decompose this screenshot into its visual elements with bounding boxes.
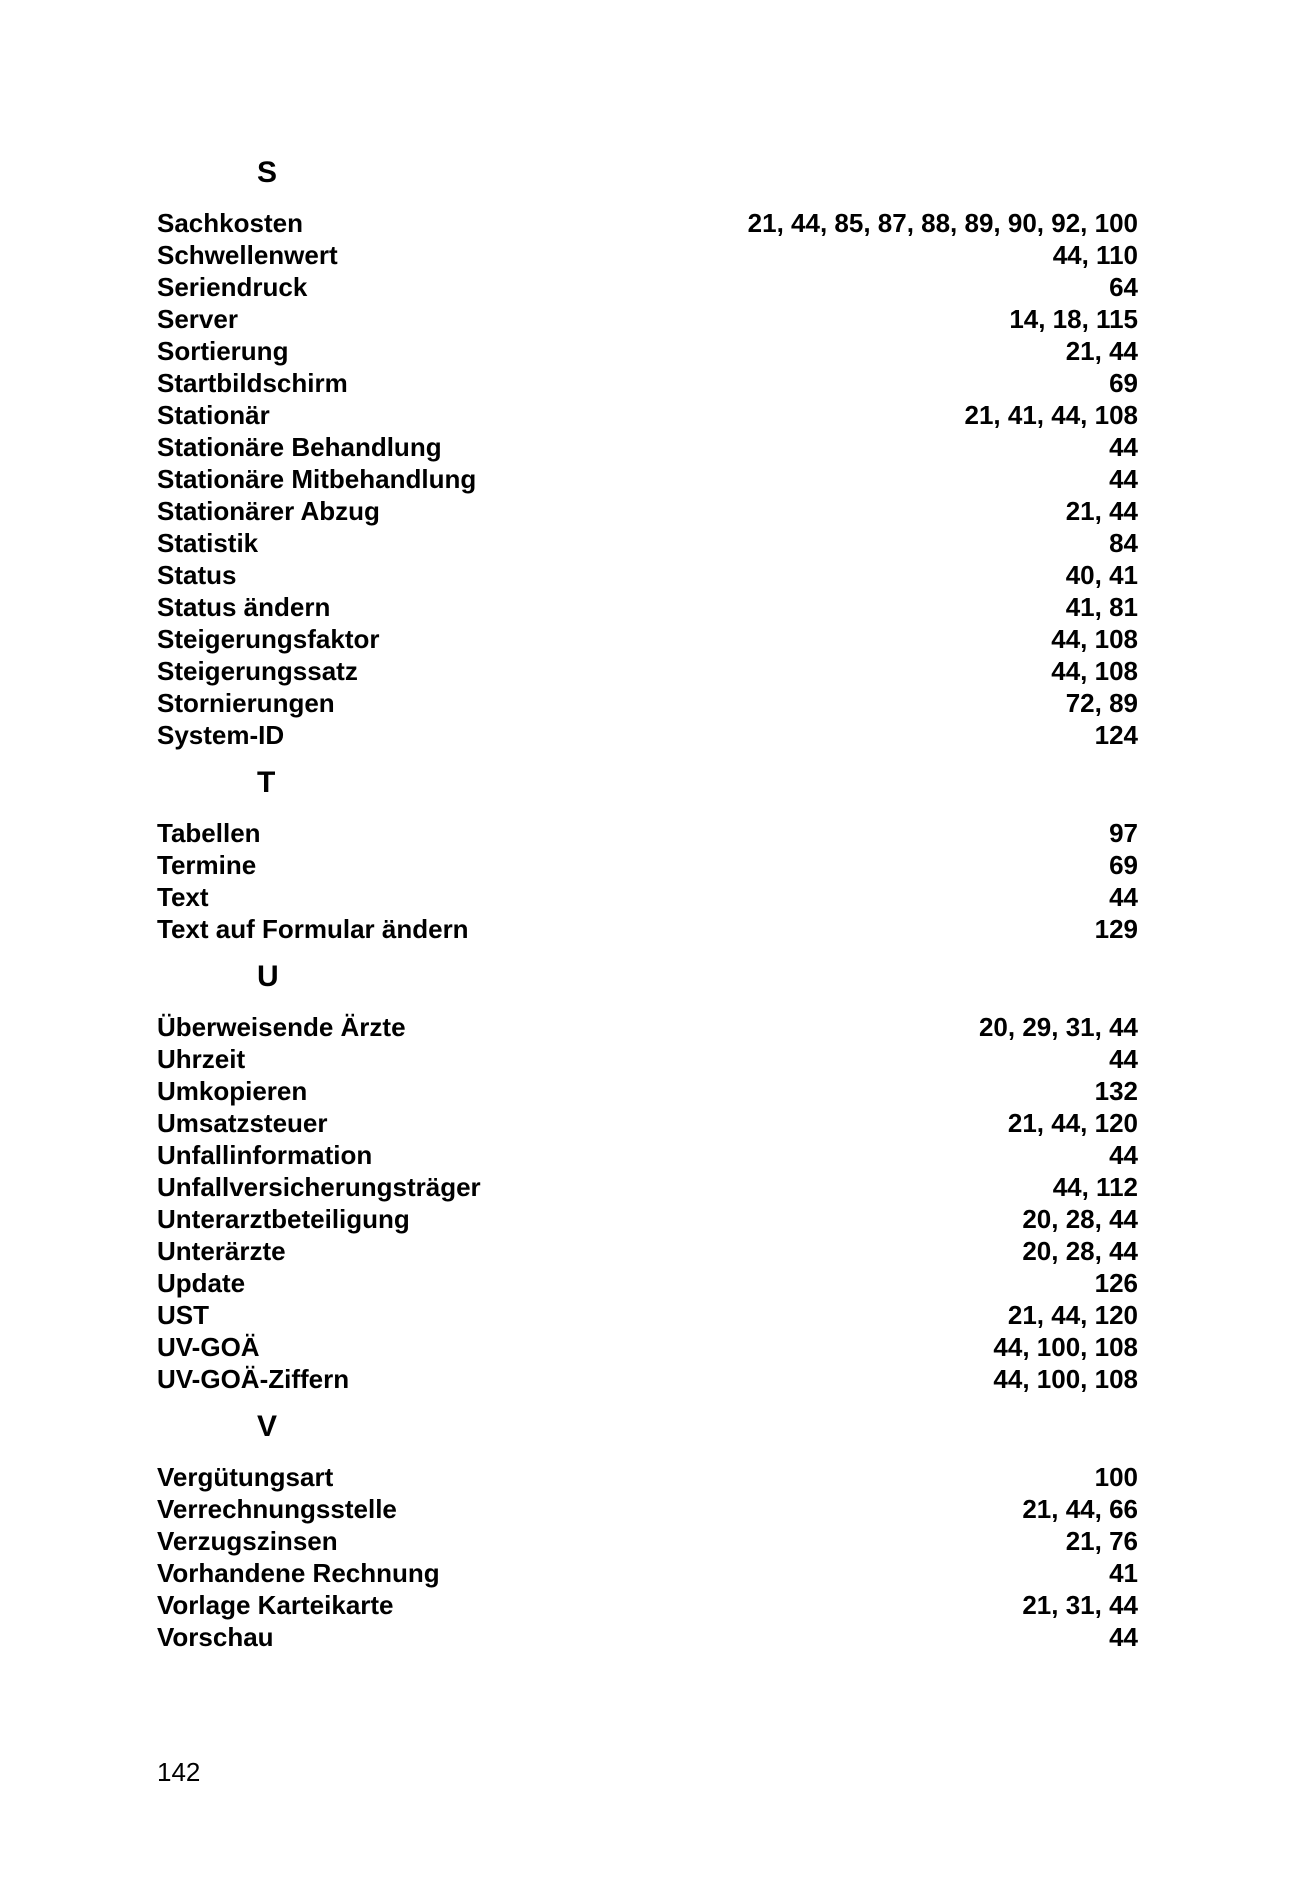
index-term: Umsatzsteuer <box>157 1108 328 1138</box>
index-term: Server <box>157 304 238 334</box>
index-list <box>157 155 1138 1653</box>
index-page-refs: 126 <box>1094 1268 1138 1298</box>
index-term: Verrechnungsstelle <box>157 1494 397 1524</box>
index-page-refs: 97 <box>1109 818 1138 848</box>
index-term: Termine <box>157 850 257 880</box>
index-entry <box>157 719 1138 751</box>
index-entry <box>157 335 1138 367</box>
index-term: Status <box>157 560 237 590</box>
index-page-refs: 44, 108 <box>1051 624 1138 654</box>
index-entry <box>157 1363 1138 1395</box>
index-entry <box>157 1203 1138 1235</box>
index-term: Sortierung <box>157 336 289 366</box>
index-page-refs: 21, 44, 85, 87, 88, 89, 90, 92, 100 <box>747 208 1138 238</box>
index-term: Unfallinformation <box>157 1140 373 1170</box>
index-term: Update <box>157 1268 246 1298</box>
index-page-refs: 129 <box>1094 914 1138 944</box>
index-entry <box>157 207 1138 239</box>
index-entry <box>157 463 1138 495</box>
index-entry <box>157 849 1138 881</box>
index-entry <box>157 687 1138 719</box>
index-page-refs: 44, 100, 108 <box>993 1364 1138 1394</box>
index-entry <box>157 399 1138 431</box>
index-term: Text auf Formular ändern <box>157 914 469 944</box>
index-entry <box>157 1525 1138 1557</box>
index-page-refs: 84 <box>1109 528 1138 558</box>
section-letter: V <box>257 1410 278 1443</box>
index-term: Stationärer Abzug <box>157 496 380 526</box>
index-entry <box>157 271 1138 303</box>
index-page-refs: 44 <box>1109 432 1138 462</box>
index-entry <box>157 1621 1138 1653</box>
section-letter: U <box>257 960 279 993</box>
index-term: UV-GOÄ-Ziffern <box>157 1364 350 1394</box>
index-entry <box>157 495 1138 527</box>
index-page-refs: 21, 44 <box>1065 496 1138 526</box>
index-term: Stationär <box>157 400 270 430</box>
section-letter: S <box>257 156 278 189</box>
index-term: Verzugszinsen <box>157 1526 338 1556</box>
index-page-refs: 21, 41, 44, 108 <box>964 400 1138 430</box>
index-term: Schwellenwert <box>157 240 338 270</box>
index-page-refs: 20, 28, 44 <box>1022 1204 1138 1234</box>
index-entry <box>157 431 1138 463</box>
index-term: Unfallversicherungsträger <box>157 1172 481 1202</box>
index-page-refs: 44, 108 <box>1051 656 1138 686</box>
index-entry <box>157 1267 1138 1299</box>
index-term: Überweisende Ärzte <box>157 1012 406 1042</box>
index-term: Stationäre Mitbehandlung <box>157 464 477 494</box>
index-page-refs: 44 <box>1109 464 1138 494</box>
index-page-refs: 44, 100, 108 <box>993 1332 1138 1362</box>
index-section-t <box>157 765 1138 945</box>
index-term: Startbildschirm <box>157 368 348 398</box>
index-entry <box>157 1043 1138 1075</box>
index-entry <box>157 913 1138 945</box>
index-term: Stornierungen <box>157 688 335 718</box>
index-page-refs: 21, 76 <box>1065 1526 1138 1556</box>
index-term: Statistik <box>157 528 259 558</box>
index-page-refs: 40, 41 <box>1065 560 1138 590</box>
index-entry <box>157 303 1138 335</box>
section-letter: T <box>257 766 276 799</box>
index-term: Text <box>157 882 209 912</box>
index-page-refs: 20, 29, 31, 44 <box>978 1012 1138 1042</box>
index-entry <box>157 367 1138 399</box>
index-page-refs: 20, 28, 44 <box>1022 1236 1138 1266</box>
index-entry <box>157 591 1138 623</box>
index-page-refs: 44 <box>1109 1140 1138 1170</box>
index-page-refs: 64 <box>1109 272 1138 302</box>
index-page-refs: 44 <box>1109 1622 1138 1652</box>
index-term: UST <box>157 1300 209 1330</box>
index-entry <box>157 623 1138 655</box>
index-term: Steigerungssatz <box>157 656 358 686</box>
index-page-refs: 21, 44, 120 <box>1007 1108 1138 1138</box>
index-term: Umkopieren <box>157 1076 308 1106</box>
index-entry <box>157 1107 1138 1139</box>
index-entry <box>157 881 1138 913</box>
index-entry <box>157 1075 1138 1107</box>
index-page-refs: 72, 89 <box>1065 688 1138 718</box>
index-term: UV-GOÄ <box>157 1332 260 1362</box>
index-page-refs: 44 <box>1109 882 1138 912</box>
index-entry <box>157 1589 1138 1621</box>
index-term: Status ändern <box>157 592 331 622</box>
index-entry <box>157 1461 1138 1493</box>
index-section-v <box>157 1409 1138 1653</box>
index-entry <box>157 1493 1138 1525</box>
index-term: Seriendruck <box>157 272 308 302</box>
index-term: Vorhandene Rechnung <box>157 1558 440 1588</box>
index-term: Tabellen <box>157 818 261 848</box>
index-page-refs: 44, 112 <box>1052 1172 1138 1202</box>
index-term: Unterärzte <box>157 1236 286 1266</box>
index-page-refs: 21, 31, 44 <box>1022 1590 1138 1620</box>
index-entry <box>157 527 1138 559</box>
index-entry <box>157 239 1138 271</box>
index-entry <box>157 817 1138 849</box>
index-entry <box>157 1139 1138 1171</box>
index-term: System-ID <box>157 720 285 750</box>
index-page-refs: 124 <box>1094 720 1138 750</box>
index-page-refs: 41 <box>1109 1558 1138 1588</box>
index-term: Vergütungsart <box>157 1462 334 1492</box>
index-page-refs: 14, 18, 115 <box>1009 304 1138 334</box>
index-entry <box>157 1331 1138 1363</box>
index-term: Vorschau <box>157 1622 274 1652</box>
index-page-refs: 21, 44, 66 <box>1022 1494 1138 1524</box>
index-page-refs: 100 <box>1094 1462 1138 1492</box>
index-entry <box>157 559 1138 591</box>
index-page-refs: 69 <box>1109 368 1138 398</box>
index-section-s <box>157 155 1138 751</box>
index-page-refs: 41, 81 <box>1065 592 1138 622</box>
index-entry <box>157 655 1138 687</box>
index-entry <box>157 1235 1138 1267</box>
index-page-refs: 21, 44 <box>1065 336 1138 366</box>
index-term: Stationäre Behandlung <box>157 432 442 462</box>
index-term: Steigerungsfaktor <box>157 624 380 654</box>
index-page-refs: 132 <box>1094 1076 1138 1106</box>
index-section-u <box>157 959 1138 1395</box>
index-term: Uhrzeit <box>157 1044 246 1074</box>
index-page-refs: 21, 44, 120 <box>1007 1300 1138 1330</box>
index-term: Unterarztbeteiligung <box>157 1204 410 1234</box>
index-page-refs: 69 <box>1109 850 1138 880</box>
page-number: 142 <box>157 1757 201 1787</box>
index-entry <box>157 1011 1138 1043</box>
index-entry <box>157 1171 1138 1203</box>
index-page-refs: 44, 110 <box>1052 240 1138 270</box>
index-term: Vorlage Karteikarte <box>157 1590 394 1620</box>
index-page-refs: 44 <box>1109 1044 1138 1074</box>
index-entry <box>157 1299 1138 1331</box>
index-term: Sachkosten <box>157 208 303 238</box>
index-entry <box>157 1557 1138 1589</box>
